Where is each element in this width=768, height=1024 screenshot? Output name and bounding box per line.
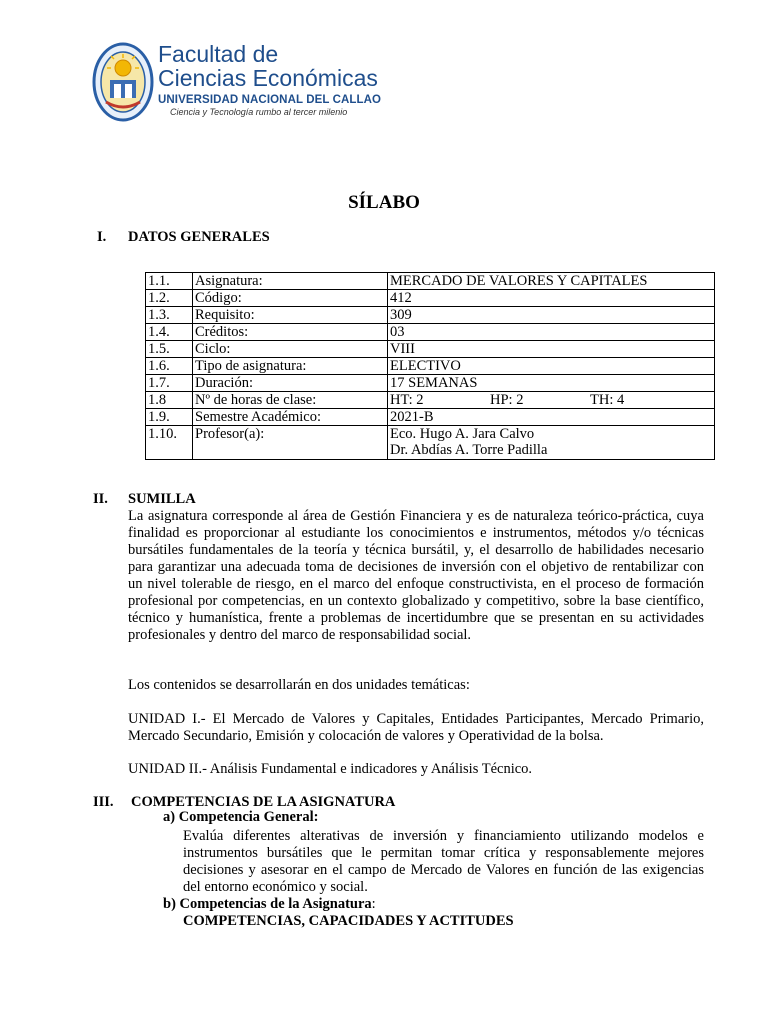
row-value: 2021-B	[388, 409, 715, 426]
table-row	[146, 341, 715, 358]
table-row	[146, 358, 715, 375]
row-label: Ciclo:	[193, 341, 388, 358]
row-number: 1.10.	[146, 426, 193, 460]
general-data-table	[145, 272, 715, 460]
row-label: Duración:	[193, 375, 388, 392]
faculty-header	[92, 40, 382, 130]
university-name: UNIVERSIDAD NACIONAL DEL CALLAO	[158, 94, 382, 106]
table-row	[146, 307, 715, 324]
practice-hours: HP: 2	[490, 392, 524, 408]
faculty-name-block	[158, 40, 388, 118]
section-3-number: III.	[93, 794, 114, 810]
course-competences-heading	[163, 896, 376, 913]
unit-1-description: UNIDAD I.- El Mercado de Valores y Capitales, Entidades Participantes, Mercado Primario, Mercado Secundario, Emisión y colocación de valores y Operatividad de la bolsa.	[128, 711, 704, 744]
university-seal-icon	[92, 42, 154, 122]
theory-hours: HT: 2	[390, 392, 424, 408]
competences-subtitle: COMPETENCIAS, CAPACIDADES Y ACTITUDES	[183, 913, 514, 929]
general-competence-text: Evalúa diferentes alterativas de inversión y financiamiento utilizando modelos e instrumentos bursátiles que le permitan tomar crítica y responsablemente mejores decisiones y asesorar en el campo de Mercado de Valores en función de las exigencias del entorno económico y social.	[183, 828, 704, 895]
course-competences-label: b) Competencias de la Asignatura	[163, 896, 372, 912]
row-label: Nº de horas de clase:	[193, 392, 388, 409]
document-title: SÍLABO	[348, 192, 420, 213]
professor-1: Eco. Hugo A. Jara Calvo	[390, 426, 535, 442]
table-row	[146, 375, 715, 392]
section-1-title: DATOS GENERALES	[128, 229, 270, 245]
faculty-name-line2: Ciencias Económicas	[158, 65, 378, 91]
general-competence-heading: a) Competencia General:	[163, 809, 319, 825]
professor-2: Dr. Abdías A. Torre Padilla	[390, 442, 548, 458]
row-value-hours	[388, 392, 715, 409]
row-value: 309	[388, 307, 715, 324]
row-label: Créditos:	[193, 324, 388, 341]
row-value: MERCADO DE VALORES Y CAPITALES	[388, 273, 715, 290]
row-value: 03	[388, 324, 715, 341]
university-motto: Ciencia y Tecnología rumbo al tercer milenio	[170, 107, 348, 117]
table-row-professor	[146, 426, 715, 460]
row-label: Código:	[193, 290, 388, 307]
sumilla-paragraph: La asignatura corresponde al área de Gestión Financiera y es de naturaleza teórico-práctica, cuya finalidad es proporcionar al estudiante los conocimientos e instrumentos, métodos y/o técnicas bursátiles fundamentales de la teoría y técnica bursátil, y, el desarrollo de habilidades necesario para garantizar una adecuada toma de decisiones de inversión con el objetivo de rentabilizar con un nivel tolerable de riesgo, en el marco del enfoque constructivista, en el proceso de formación profesional por competencias, en un contexto globalizado y competitivo, sobre la base científico, técnico y humanística, frente a problemas de incertidumbre que se presentan en su actividades profesionales y dentro del marco de responsabilidad social.	[128, 508, 704, 643]
row-label: Semestre Académico:	[193, 409, 388, 426]
row-number: 1.6.	[146, 358, 193, 375]
row-value: 412	[388, 290, 715, 307]
faculty-name-line1: Facultad de	[158, 41, 279, 67]
table-row	[146, 324, 715, 341]
course-competences-colon: :	[371, 896, 376, 912]
section-2-title: SUMILLA	[128, 491, 196, 507]
row-label: Profesor(a):	[193, 426, 388, 460]
unit-2-description: UNIDAD II.- Análisis Fundamental e indicadores y Análisis Técnico.	[128, 761, 533, 777]
row-number: 1.7.	[146, 375, 193, 392]
total-hours: TH: 4	[590, 392, 625, 408]
table-row	[146, 273, 715, 290]
row-number: 1.4.	[146, 324, 193, 341]
section-2-number: II.	[93, 491, 108, 507]
table-row	[146, 409, 715, 426]
row-value: ELECTIVO	[388, 358, 715, 375]
section-3-title: COMPETENCIAS DE LA ASIGNATURA	[131, 794, 396, 810]
row-value: 17 SEMANAS	[388, 375, 715, 392]
row-label: Asignatura:	[193, 273, 388, 290]
row-label: Tipo de asignatura:	[193, 358, 388, 375]
table-row	[146, 290, 715, 307]
row-number: 1.1.	[146, 273, 193, 290]
row-number: 1.8	[146, 392, 193, 409]
row-number: 1.9.	[146, 409, 193, 426]
row-number: 1.3.	[146, 307, 193, 324]
row-value-professors	[388, 426, 715, 460]
row-number: 1.2.	[146, 290, 193, 307]
table-row-hours	[146, 392, 715, 409]
row-number: 1.5.	[146, 341, 193, 358]
row-value: VIII	[388, 341, 715, 358]
section-1-number: I.	[97, 229, 107, 245]
row-label: Requisito:	[193, 307, 388, 324]
units-intro: Los contenidos se desarrollarán en dos unidades temáticas:	[128, 677, 470, 693]
